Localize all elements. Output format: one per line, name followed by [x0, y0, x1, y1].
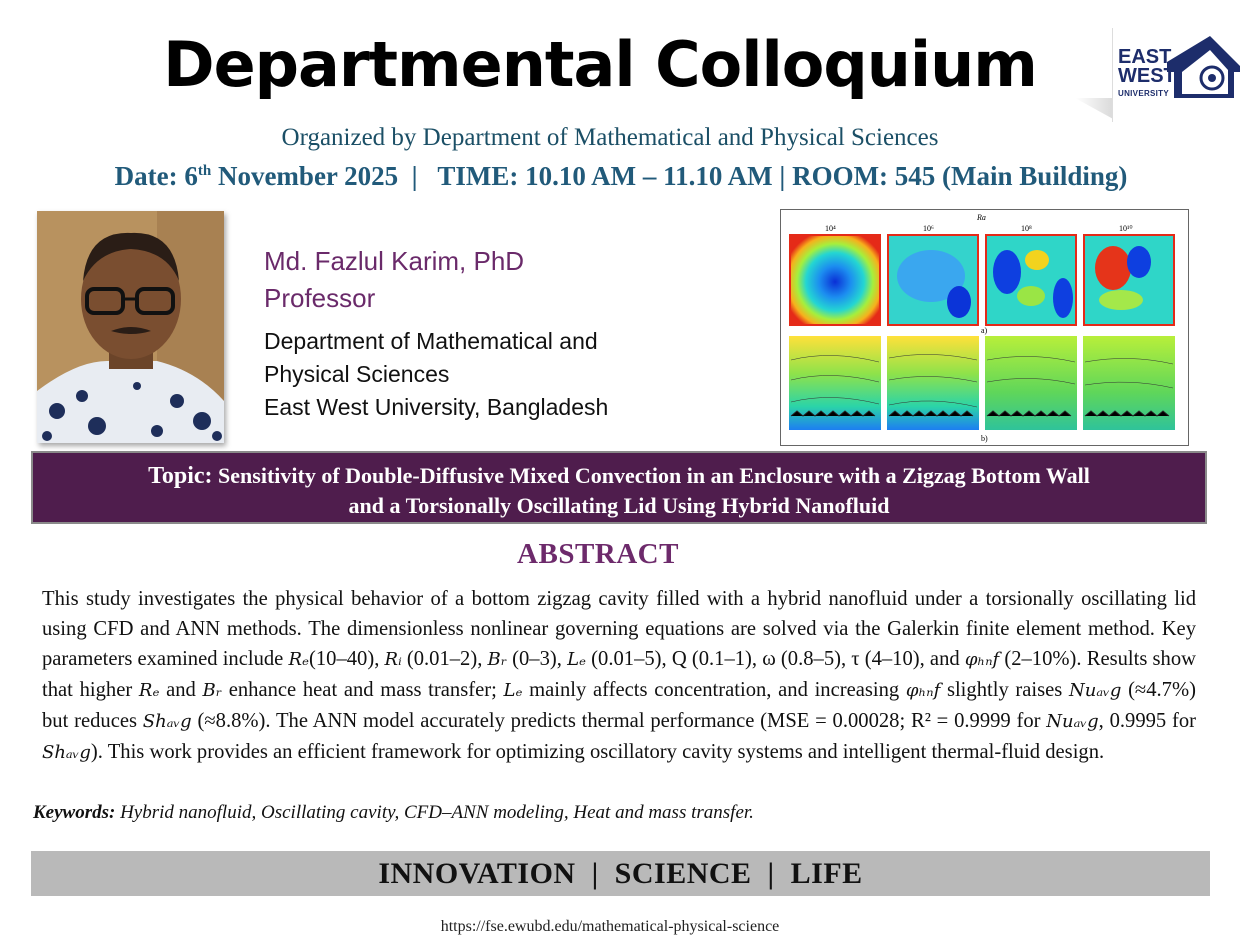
figure-col-label: 10⁸	[1021, 224, 1032, 233]
speaker-name: Md. Fazlul Karim, PhD	[264, 246, 525, 276]
date-time-room: Date: 6th November 2025 | TIME: 10.10 AM – 11.10 AM | ROOM: 545 (Main Building)	[114, 161, 1128, 191]
logo-wordmark: EAST WEST	[1118, 46, 1176, 87]
topic-label: Topic:	[148, 463, 213, 489]
figure-label-b: b)	[981, 434, 988, 443]
logo-shadow	[1075, 98, 1115, 120]
figure-axis-label: Ra	[977, 213, 986, 222]
topic-title-line2: and a Torsionally Oscillating Lid Using Hybrid Nanofluid	[348, 493, 890, 518]
footer-tagline: INNOVATION | SCIENCE | LIFE	[378, 857, 863, 890]
figure-label-a: a)	[981, 326, 988, 335]
speaker-position: Professor	[264, 283, 376, 313]
keywords-label: Keywords:	[33, 802, 116, 823]
organizer-line: Organized by Department of Mathematical and Physical Sciences	[281, 124, 939, 151]
speaker-photo	[37, 211, 224, 443]
keywords-text: Hybrid nanofluid, Oscillating cavity, CFD–ANN modeling, Heat and mass transfer.	[115, 802, 754, 823]
topic-title-line1: Sensitivity of Double-Diffusive Mixed Convection in an Enclosure with a Zigzag Bottom Wall	[212, 463, 1090, 488]
page-title: Departmental Colloquium	[163, 28, 1037, 101]
abstract-body: This study investigates the physical behavior of a bottom zigzag cavity filled with a hybrid nanofluid under a torsionally oscillating lid using CFD and ANN methods. The dimensionless nonlinear governing equations are solved via the Galerkin finite element method. Key parameters examined include Rₑ(10–40), Rᵢ (0.01–2), Bᵣ (0–3), Lₑ (0.01–5), Q (0.1–1), ω (0.8–5), τ (4–10), and φₕₙf (2–10%). Results show that higher Rₑ and Bᵣ enhance heat and mass transfer; Lₑ mainly affects concentration, and increasing φₕₙf slightly raises Nuₐᵥg (≈4.7%) but reduces Shₐᵥg (≈8.8%). The ANN model accurately predicts thermal performance (MSE = 0.00028; R² = 0.9999 for Nuₐᵥg, 0.9995 for Shₐᵥg). This work provides an efficient framework for optimizing oscillatory cavity systems and intelligent thermal-fluid design.	[42, 588, 1197, 763]
speaker-affiliation: Department of Mathematical and Physical Sciences East West University, Bangladesh	[264, 328, 609, 420]
keywords	[33, 802, 1213, 824]
simulation-figure	[780, 209, 1189, 446]
figure-col-label: 10⁶	[923, 224, 934, 233]
logo-subtitle: UNIVERSITY	[1118, 89, 1170, 98]
abstract-heading: ABSTRACT	[517, 538, 679, 570]
website-link[interactable]: https://fse.ewubd.edu/mathematical-physical-science	[440, 918, 780, 935]
figure-col-label: 10¹⁰	[1119, 224, 1133, 233]
figure-col-label: 10⁴	[825, 224, 836, 233]
topic-banner	[31, 451, 1207, 524]
